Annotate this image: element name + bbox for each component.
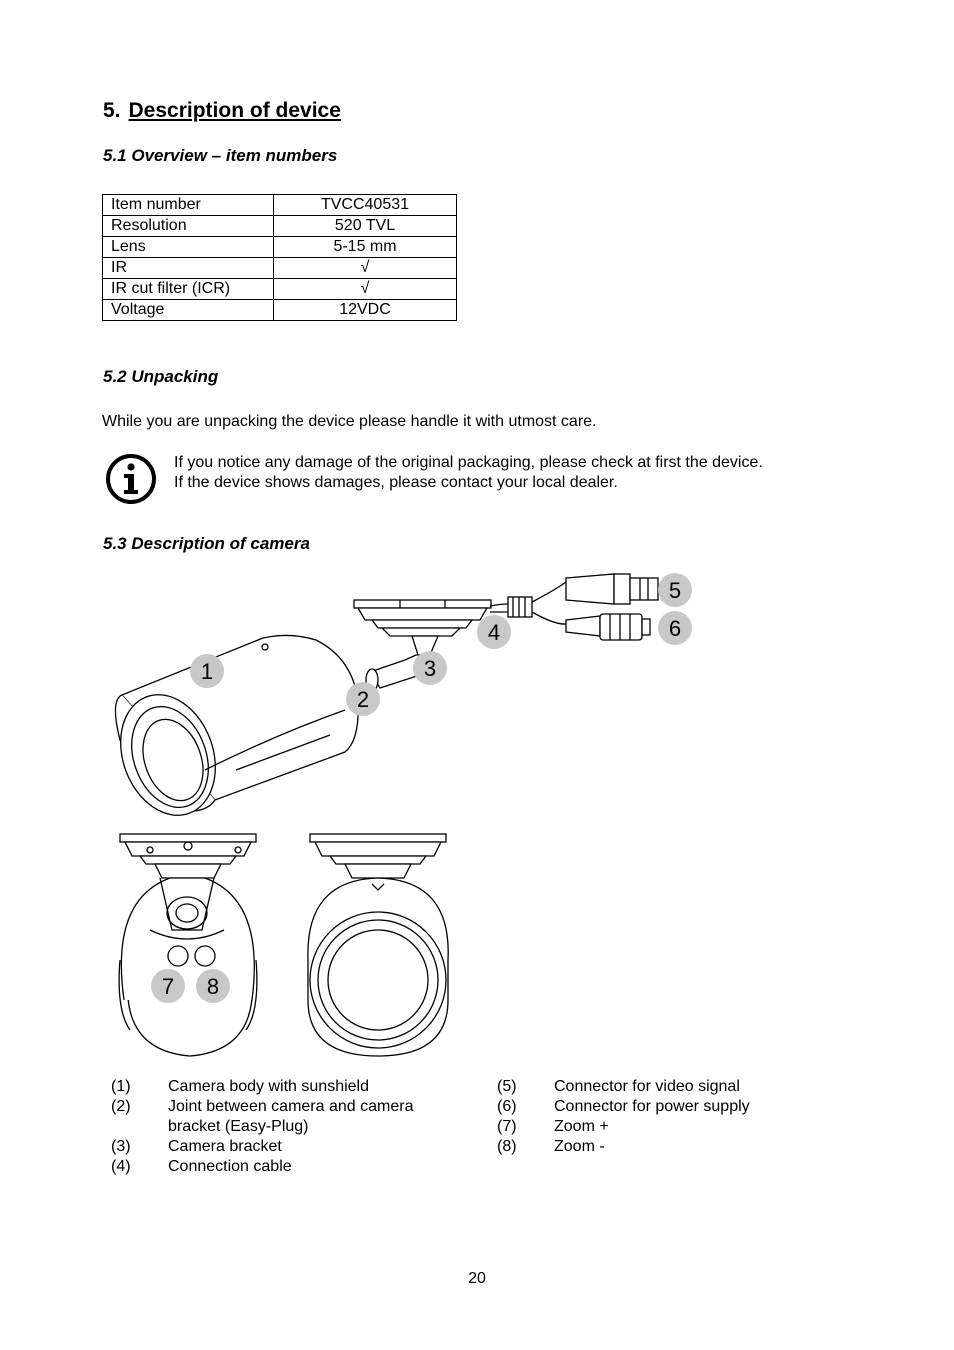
list-item	[111, 1137, 481, 1157]
spec-value: 5-15 mm	[274, 237, 457, 258]
legend-right	[497, 1077, 857, 1157]
callout-4	[477, 615, 511, 649]
spec-label: IR	[103, 258, 274, 279]
unpacking-heading: 5.2 Unpacking	[103, 367, 219, 386]
callout-2	[346, 682, 380, 716]
legend-number: (2)	[111, 1098, 131, 1115]
list-item	[111, 1157, 481, 1177]
legend-number: (7)	[497, 1118, 517, 1135]
spec-label: Item number	[103, 195, 274, 216]
note-line: If the device shows damages, please contact your local dealer.	[174, 474, 618, 491]
spec-value: √	[274, 279, 457, 300]
legend-number	[111, 1117, 168, 1137]
legend-text: bracket (Easy-Plug)	[168, 1118, 309, 1135]
callout-5	[658, 573, 692, 607]
legend-text: Joint between camera and camera	[168, 1098, 414, 1115]
overview-heading: 5.1 Overview – item numbers	[103, 146, 338, 165]
callout-3	[413, 651, 447, 685]
callout-8	[196, 969, 230, 1003]
list-item	[111, 1077, 481, 1097]
legend-text: Zoom +	[554, 1118, 609, 1135]
list-item	[497, 1077, 857, 1097]
legend-number: (6)	[497, 1098, 517, 1115]
list-item	[497, 1097, 857, 1117]
unpacking-intro: While you are unpacking the device please handle it with utmost care.	[102, 413, 597, 430]
callout-1	[190, 654, 224, 688]
spec-value: 12VDC	[274, 300, 457, 321]
list-item	[111, 1117, 481, 1137]
legend-number: (1)	[111, 1078, 131, 1095]
spec-label: Resolution	[103, 216, 274, 237]
legend-text: Camera body with sunshield	[168, 1078, 369, 1095]
section-number: 5.	[103, 99, 121, 122]
note-line: If you notice any damage of the original packaging, please check at first the device.	[174, 454, 763, 471]
list-item	[111, 1097, 481, 1117]
spec-label: IR cut filter (ICR)	[103, 279, 274, 300]
section-title: Description of device	[128, 99, 341, 122]
legend-text: Connector for video signal	[554, 1078, 740, 1095]
spec-label: Lens	[103, 237, 274, 258]
spec-label: Voltage	[103, 300, 274, 321]
callout-6	[658, 611, 692, 645]
list-item	[497, 1117, 857, 1137]
spec-value: √	[274, 258, 457, 279]
callout-label: 1	[200, 659, 214, 684]
list-item	[497, 1137, 857, 1157]
spec-value: 520 TVL	[274, 216, 457, 237]
callout-label: 7	[161, 974, 175, 999]
page-number: 20	[468, 1270, 486, 1287]
spec-value: TVCC40531	[274, 195, 457, 216]
legend-text: Connector for power supply	[554, 1098, 750, 1115]
legend-number: (3)	[111, 1138, 131, 1155]
callout-label: 5	[668, 578, 682, 603]
callout-label: 8	[206, 974, 220, 999]
callout-label: 6	[668, 616, 682, 641]
camera-heading: 5.3 Description of camera	[103, 534, 310, 553]
legend-text: Camera bracket	[168, 1138, 282, 1155]
legend-text: Zoom -	[554, 1138, 605, 1155]
legend-number: (5)	[497, 1078, 517, 1095]
legend-left	[111, 1077, 481, 1177]
legend-text: Connection cable	[168, 1158, 292, 1175]
callout-7	[151, 969, 185, 1003]
callout-label: 3	[423, 656, 437, 681]
callout-label: 4	[487, 620, 501, 645]
legend-number: (4)	[111, 1158, 131, 1175]
legend-number: (8)	[497, 1138, 517, 1155]
callout-label: 2	[356, 687, 370, 712]
